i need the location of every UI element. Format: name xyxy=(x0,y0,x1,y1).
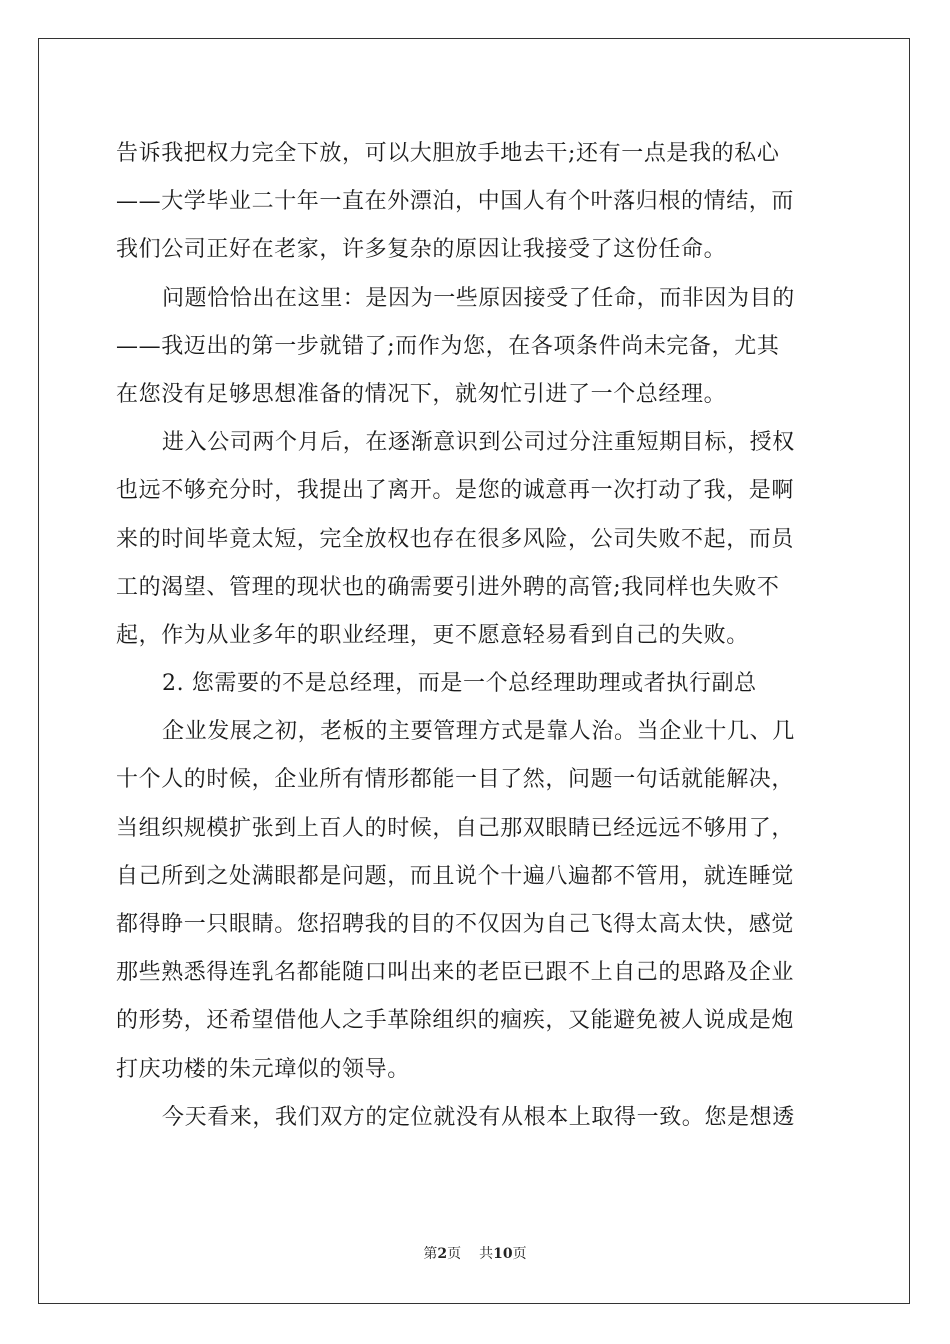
text-line: 也远不够充分时，我提出了离开。是您的诚意再一次打动了我，是啊 xyxy=(116,478,795,504)
text-line: 我们公司正好在老家，许多复杂的原因让我接受了这份任命。 xyxy=(116,237,727,263)
section-heading: 2. 您需要的不是总经理，而是一个总经理助理或者执行副总 xyxy=(162,671,757,697)
text-line: ——大学毕业二十年一直在外漂泊，中国人有个叶落归根的情结，而 xyxy=(116,189,795,215)
text-line: ——我迈出的第一步就错了;而作为您，在各项条件尚未完备，尤其 xyxy=(116,333,780,359)
text-line: 自己所到之处满眼都是问题，而且说个十遍八遍都不管用，就连睡觉 xyxy=(116,863,795,889)
paragraph-start-line: 问题恰恰出在这里：是因为一些原因接受了任命，而非因为目的 xyxy=(162,285,795,311)
text-line: 的形势，还希望借他人之手革除组织的痼疾，又能避免被人说成是炮 xyxy=(116,1008,795,1034)
total-label-suffix: 页 xyxy=(512,1246,527,1262)
text-line: 来的时间毕竟太短，完全放权也存在很多风险，公司失败不起，而员 xyxy=(116,526,795,552)
page-number: 2 xyxy=(437,1246,448,1262)
text-line: 十个人的时候，企业所有情形都能一目了然，问题一句话就能解决， xyxy=(116,767,795,793)
total-pages: 10 xyxy=(493,1246,513,1262)
paragraph-start-line: 今天看来，我们双方的定位就没有从根本上取得一致。您是想透 xyxy=(162,1104,795,1130)
total-label-prefix: 共 xyxy=(479,1246,494,1262)
page-label-prefix: 第 xyxy=(423,1246,438,1262)
page-label-suffix: 页 xyxy=(447,1246,462,1262)
text-line: 工的渴望、管理的现状也的确需要引进外聘的高管;我同样也失败不 xyxy=(116,574,780,600)
text-line: 在您没有足够思想准备的情况下，就匆忙引进了一个总经理。 xyxy=(116,381,727,407)
page-footer xyxy=(0,1243,950,1263)
text-line: 打庆功楼的朱元璋似的领导。 xyxy=(116,1056,410,1082)
paragraph-start-line: 进入公司两个月后，在逐渐意识到公司过分注重短期目标，授权 xyxy=(162,430,795,456)
text-line: 告诉我把权力完全下放，可以大胆放手地去干;还有一点是我的私心 xyxy=(116,141,780,166)
document-body xyxy=(116,130,836,1142)
text-line: 那些熟悉得连乳名都能随口叫出来的老臣已跟不上自己的思路及企业 xyxy=(116,960,795,986)
text-line: 当组织规模扩张到上百人的时候，自己那双眼睛已经远远不够用了， xyxy=(116,815,795,841)
text-line: 都得睁一只眼睛。您招聘我的目的不仅因为自己飞得太高太快，感觉 xyxy=(116,912,795,937)
paragraph-start-line: 企业发展之初，老板的主要管理方式是靠人治。当企业十几、几 xyxy=(162,719,795,745)
text-line: 起，作为从业多年的职业经理，更不愿意轻易看到自己的失败。 xyxy=(116,622,749,648)
